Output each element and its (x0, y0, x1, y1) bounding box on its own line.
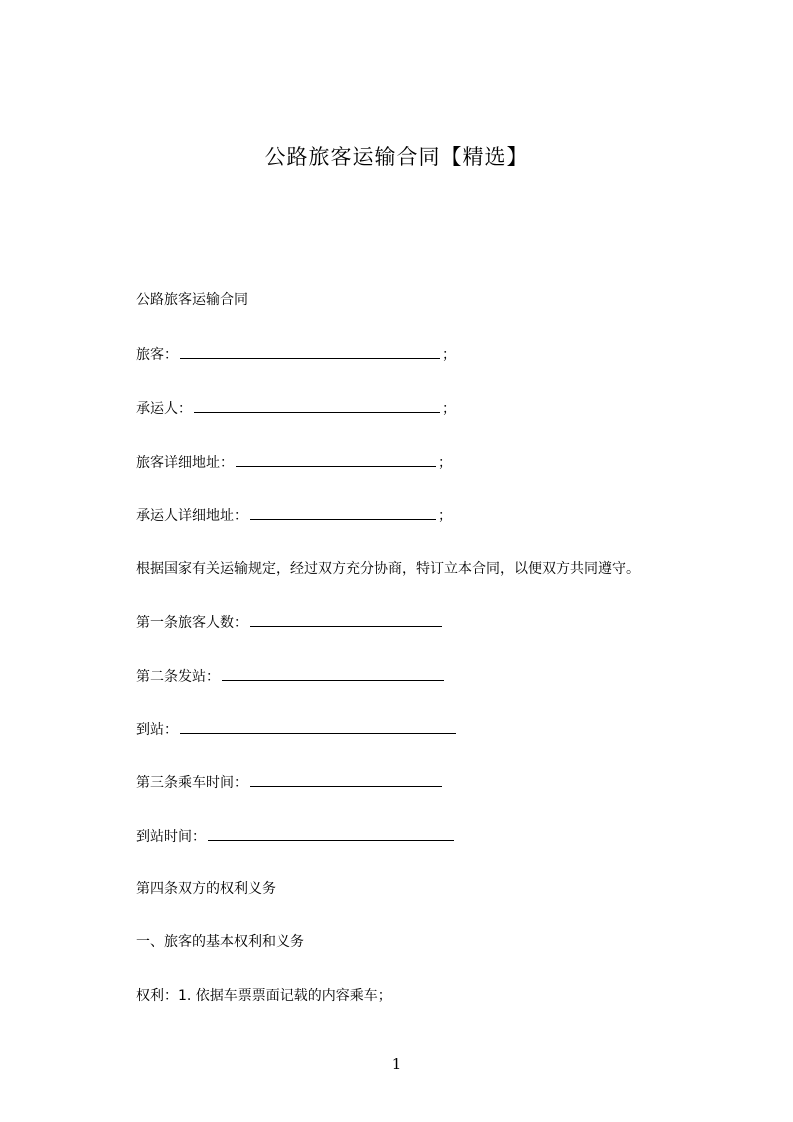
carrier-blank (194, 398, 440, 413)
article-1-row (136, 612, 444, 633)
passenger-address-label: 旅客详细地址： (136, 455, 234, 471)
carrier-address-label: 承运人详细地址： (136, 508, 248, 524)
passenger-field-row (136, 344, 456, 365)
article-2-label: 第二条发站： (136, 669, 220, 685)
arrival-time-blank (208, 826, 454, 841)
article-2-row (136, 666, 446, 687)
article-3-row (136, 772, 444, 793)
terminator: ； (438, 455, 452, 471)
terminator: ； (438, 508, 452, 524)
passenger-count-blank (250, 612, 442, 627)
document-title: 公路旅客运输合同【精选】 (264, 145, 529, 169)
terminator: ； (442, 401, 456, 417)
contract-subtitle: 公路旅客运输合同 (136, 292, 248, 308)
rights-paragraph: 权利：1. 依据车票票面记载的内容乘车； (136, 988, 392, 1004)
arrival-time-label: 到站时间： (136, 829, 206, 845)
page-number: 1 (391, 1055, 402, 1073)
boarding-time-blank (250, 772, 442, 787)
preamble-paragraph: 根据国家有关运输规定，经过双方充分协商，特订立本合同，以便双方共同遵守。 (136, 561, 640, 577)
arrival-time-row (136, 826, 456, 847)
carrier-label: 承运人： (136, 401, 192, 417)
article-1-label: 第一条旅客人数： (136, 615, 248, 631)
departure-station-blank (222, 666, 444, 681)
article-3-label: 第三条乘车时间： (136, 775, 248, 791)
terminator: ； (442, 347, 456, 363)
passenger-address-row (136, 452, 452, 473)
passenger-blank (180, 344, 440, 359)
passenger-address-blank (236, 452, 436, 467)
carrier-address-blank (250, 505, 436, 520)
article-4-heading: 第四条双方的权利义务 (136, 881, 276, 897)
carrier-address-row (136, 505, 452, 526)
arrival-station-label: 到站： (136, 722, 178, 738)
arrival-station-blank (180, 719, 456, 734)
passenger-label: 旅客： (136, 347, 178, 363)
arrival-station-row (136, 719, 458, 740)
carrier-field-row (136, 398, 456, 419)
section-1-heading: 一、旅客的基本权利和义务 (136, 934, 304, 950)
